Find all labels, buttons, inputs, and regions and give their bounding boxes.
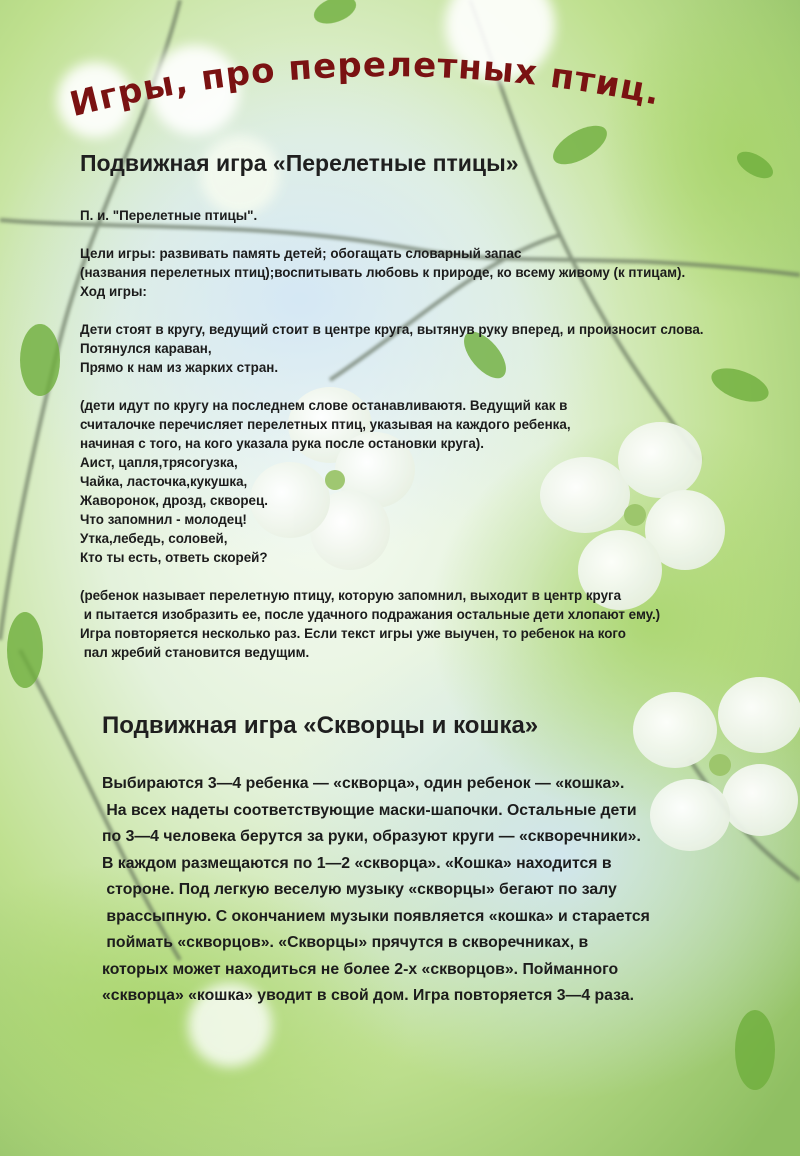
section1-heading: Подвижная игра «Перелетные птицы» xyxy=(80,150,519,176)
section1-line: (названия перелетных птиц);воспитывать любовь к природе, ко всему живому (к птицам). xyxy=(80,265,686,280)
section2-heading: Подвижная игра «Скворцы и кошка» xyxy=(102,712,539,739)
page-title-text: Игры, про перелетных птиц. xyxy=(65,45,665,126)
section1-body xyxy=(80,206,704,662)
section2-line: На всех надеты соответствующие маски-шапочки. Остальные дети xyxy=(102,801,637,819)
section1-line: Утка,лебедь, соловей, xyxy=(80,531,228,546)
section1-line: Что запомнил - молодец! xyxy=(80,512,247,527)
section1-line: (ребенок называет перелетную птицу, которую запомнил, выходит в центр круга xyxy=(80,588,622,603)
section1-line: Аист, цапля,трясогузка, xyxy=(80,455,238,470)
section1-line: (дети идут по кругу на последнем слове останавливаютя. Ведущий как в xyxy=(80,398,568,413)
blank-line xyxy=(80,225,704,244)
section2-line: В каждом размещаются по 1—2 «скворца». «Кошка» находится в xyxy=(102,854,612,872)
section1-line: Кто ты есть, ответь скорей? xyxy=(80,550,268,565)
blank-line xyxy=(80,567,704,586)
section2-line: поймать «скворцов». «Скворцы» прячутся в скворечниках, в xyxy=(102,934,589,951)
svg-text:Игры, про перелетных птиц. xyxy=(66,45,664,125)
section1-line: Игра повторяется несколько раз. Если текст игры уже выучен, то ребенок на кого xyxy=(80,626,626,641)
blank-line xyxy=(80,301,704,320)
section1-line: Дети стоят в кругу, ведущий стоит в центре круга, вытянув руку вперед, и произносит слова. xyxy=(80,322,704,337)
section1-line: П. и. "Перелетные птицы". xyxy=(80,208,258,223)
section1-line: Жаворонок, дрозд, скворец. xyxy=(80,493,268,508)
section1-line: Цели игры: развивать память детей; обогащать словарный запас xyxy=(80,246,522,261)
section2-body xyxy=(102,771,650,1010)
section2-line: «скворца» «кошка» уводит в свой дом. Игра повторяется 3—4 раза. xyxy=(102,987,634,1004)
section2-line: по 3—4 человека берутся за руки, образуют круги — «скворечники». xyxy=(102,828,641,845)
section1-line: Потянулся караван, xyxy=(80,341,212,356)
section2-line: которых может находиться не более 2-х «скворцов». Пойманного xyxy=(102,960,619,978)
section1-line: пал жребий становится ведущим. xyxy=(80,645,310,660)
section1-line: Прямо к нам из жарких стран. xyxy=(80,360,279,375)
page-title xyxy=(0,0,800,160)
section2-line: стороне. Под легкую веселую музыку «скворцы» бегают по залу xyxy=(102,881,617,898)
section1-line: начиная с того, на кого указала рука после остановки круга). xyxy=(80,436,484,451)
blank-line xyxy=(80,377,704,396)
section2-line: врассыпную. С окончанием музыки появляется «кошка» и старается xyxy=(102,907,650,925)
section1-line: Ход игры: xyxy=(80,284,147,299)
section1-line: и пытается изобразить ее, после удачного подражания остальные дети хлопают ему.) xyxy=(80,607,661,622)
section1-line: считалочке перечисляет перелетных птиц, указывая на каждого ребенка, xyxy=(80,417,571,432)
section2-line: Выбираются 3—4 ребенка — «скворца», один ребенок — «кошка». xyxy=(102,775,625,792)
section1-line: Чайка, ласточка,кукушка, xyxy=(80,474,248,489)
